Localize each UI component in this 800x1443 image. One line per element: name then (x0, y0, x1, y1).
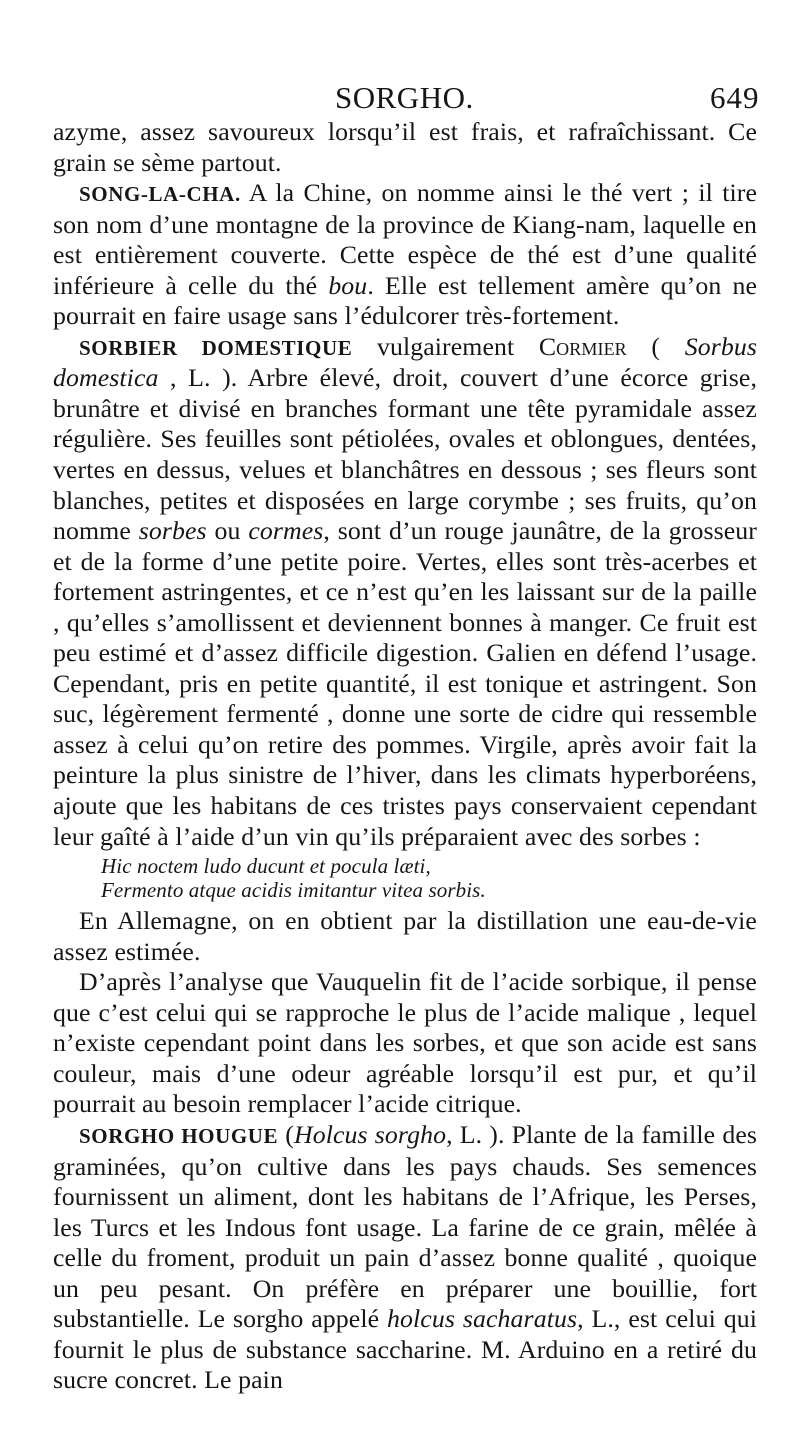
page-number: 649 (710, 80, 760, 115)
page-body (53, 117, 757, 1396)
paragraph-azyme: azyme, assez savoureux lorsqu’il est frais, et rafraîchissant. Ce grain se sème partout. (53, 117, 757, 177)
running-header (0, 80, 800, 118)
entry-headword: SONG-LA-CHA. (79, 182, 241, 207)
paragraph-allemagne: En Allemagne, on en obtient par la distillation une eau-de-vie assez estimée. (53, 906, 757, 966)
entry-song-la-cha: SONG-LA-CHA. A la Chine, on nomme ainsi le thé vert ; il tire son nom d’une montagne de la province de Kiang-nam, laquelle en est entièrement couverte. Cette espèce de thé est d’une qualité inférieure à celle du thé bou. Elle est tellement amère qu’on ne pourrait en faire usage sans l’édulcorer très-fortement. (53, 178, 757, 331)
entry-headword: SORBIER DOMESTIQUE (79, 335, 353, 360)
verse-line-2: Fermento atque acidis imitantur vitea sorbis. (101, 878, 486, 903)
latin-verse-quote (53, 854, 757, 902)
running-title: SORGHO. (335, 80, 474, 115)
entry-sorgho-hougue: SORGHO HOUGUE (Holcus sorgho, L. ). Plante de la famille des graminées, qu’on cultive dans les pays chauds. Ses semences fournissent un aliment, dont les habitans de l’Afrique, les Perses, les Turcs et les Indous font usage. La farine de ce grain, mêlée à celle du froment, produit un pain d’assez bonne qualité , quoique un peu pesant. On préfère en préparer une bouillie, fort substantielle. Le sorgho appelé holcus sacharatus, L., est celui qui fournit le plus de substance saccharine. M. Arduino en a retiré du sucre concret. Le pain (53, 1119, 758, 1395)
verse-line-1: Hic noctem ludo ducunt et pocula læti, (101, 854, 431, 879)
paragraph-vauquelin: D’après l’analyse que Vauquelin fit de l’acide sorbique, il pense que c’est celui qui se rapproche le plus de l’acide malique , lequel n’existe cependant point dans les sorbes, et que son acide est sans couleur, mais d’une odeur agréable lorsqu’il est pur, et qu’il pourrait au besoin remplacer l’acide citrique. (53, 967, 757, 1119)
entry-sorbier-domestique: SORBIER DOMESTIQUE vulgairement Cormier ( Sorbus domestica , L. ). Arbre élevé, droit, couvert d’une écorce grise, brunâtre et divisé en branches formant une tête pyramidale assez régulière. Ses feuilles sont pétiolées, ovales et oblongues, dentées, vertes en dessus, velues et blanchâtres en dessous ; ses fleurs sont blanches, petites et disposées en large corymbe ; ses fruits, qu’on nomme sorbes ou cormes, sont d’un rouge jaunâtre, de la grosseur et de la forme d’une petite poire. Vertes, elles sont très-acerbes et fortement astringentes, et ce n’est qu’en les laissant sur de la paille , qu’elles s’amollissent et deviennent bonnes à manger. Ce fruit est peu estimé et d’assez difficile digestion. Galien en défend l’usage. Cependant, pris en petite quantité, il est tonique et astringent. Son suc, légèrement fermenté , donne une sorte de cidre qui ressemble assez à celui qu’on retire des pommes. Virgile, après avoir fait la peinture la plus sinistre de l’hiver, dans les climats hyperboréens, ajoute que les habitans de ces tristes pays conservaient cependant leur gaîté à l’aide d’un vin qu’ils préparaient avec des sorbes : (53, 331, 757, 851)
entry-headword: SORGHO HOUGUE (79, 1123, 279, 1148)
